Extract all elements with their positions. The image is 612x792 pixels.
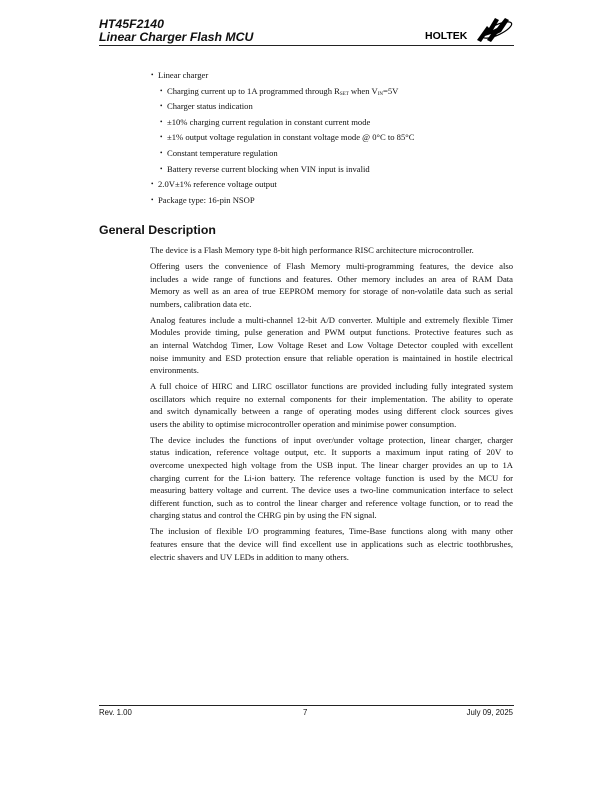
bullet-icon: • [160,117,163,126]
paragraph [150,260,513,310]
bullet-icon: • [160,149,163,157]
paragraph [150,314,513,377]
paragraph-line: and switch dynamically between a range of operating modes using different clock sources gives [150,406,513,417]
paragraph-line: numbers, calibration data etc. [150,298,252,309]
bullet-icon: • [160,102,163,111]
paragraph-line: overcome unexpected high voltage from the USB input. The linear charger provides an up to 1A [150,460,513,471]
bullet-icon: • [151,71,154,79]
paragraph [150,434,513,522]
part-number: HT45F2140 [99,17,164,31]
feature-item [151,194,255,205]
header-rule [99,45,514,46]
paragraph-line: an internal Watchdog Timer, Low Voltage Reset and Low Voltage Detector coupled with excellent [150,339,513,350]
feature-item [160,163,370,174]
bullet-icon: • [151,195,154,204]
feature-item [151,179,277,190]
paragraph-line: environments. [150,365,199,376]
feature-text-part: =5V [383,85,399,96]
paragraph [150,525,513,563]
paragraph-line: oscillators which require no external components for their implementation. The ability to operate [150,393,513,404]
bullet-icon: • [160,164,163,173]
paragraph-line: The device is a Flash Memory type 8-bit high performance RISC architecture microcontroller. [150,245,474,255]
section-title: General Description [99,223,216,237]
feature-item [151,70,209,80]
paragraph-line: Offering users the convenience of Flash Memory multi-programming features, the device also [150,260,513,271]
feature-item [160,116,371,127]
feature-item [160,85,399,100]
paragraph-line: Memory as well as an area of true EEPROM memory for storage of non-volatile data such as serial [150,286,513,297]
bullet-icon: • [160,86,163,95]
document-subtitle: Linear Charger Flash MCU [99,30,254,44]
footer-rule [99,705,514,706]
holtek-logo [425,14,515,44]
bullet-icon: • [160,133,163,142]
feature-text: ±10% charging current regulation in constant current mode [167,116,371,127]
paragraph-line: features ensure that the device will find excellent use in applications such as electric toothbrushes, [150,539,513,550]
feature-text-part: when V [348,85,378,96]
paragraph [150,244,513,257]
paragraph-line: measuring battery voltage and current. The device uses a two-line communication interface to select [150,485,513,496]
feature-text: ±1% output voltage regulation in constant voltage mode @ 0°C to 85°C [167,132,415,143]
feature-text: Charging current up to 1A programmed through R [167,85,340,96]
paragraph-line: Analog features include a multi-channel 12-bit A/D converter. Multiple and extremely flexible Timer [150,314,513,325]
feature-text: Linear charger [158,70,209,80]
paragraph-line: users the ability to optimise microcontroller operation and minimise power consumption. [150,418,457,429]
footer-date: July 09, 2025 [466,708,513,717]
general-description-body [150,244,513,567]
footer-revision: Rev. 1.00 [99,708,132,717]
feature-item [160,132,415,143]
paragraph-line: Modules provide timing, pulse generation and PWM output functions. Protective features such as [150,327,513,338]
paragraph-line: charging status and control the CHRG pin by using the FN signal. [150,510,377,521]
feature-text: Charger status indication [167,101,253,112]
feature-text-part: SET [339,91,349,97]
paragraph-line: status indication, reference voltage output, etc. It supports a maximum input rating of 20V to [150,447,513,458]
feature-item [160,148,278,158]
footer-page-number: 7 [303,708,308,717]
paragraph-line: different function, such as to control the linear charger and reference voltage function, or to read the [150,497,513,508]
feature-item [160,101,253,112]
feature-text: Battery reverse current blocking when VIN input is invalid [167,163,370,174]
paragraph [150,380,513,430]
paragraph-line: includes a wide range of functions and features. Other memory includes an area of RAM Data [150,273,513,284]
paragraph-line: charging current for the Li-ion battery. The reference voltage function is used by the MCU for [150,472,513,483]
bullet-icon: • [151,180,154,189]
feature-text-part: IN [377,91,384,97]
paragraph-line: noise immunity and ESD protection ensure that reliable operation is maintained in hostile electrical [150,352,513,363]
paragraph-line: electric shavers and UV LEDs in addition to many others. [150,551,349,562]
svg-text:HOLTEK: HOLTEK [425,30,468,42]
feature-text: Package type: 16-pin NSOP [158,194,255,205]
feature-text: 2.0V±1% reference voltage output [158,179,277,190]
paragraph-line: The device includes the functions of input over/under voltage protection, linear charger, charger [150,434,513,445]
paragraph-line: The inclusion of flexible I/O programming features, Time-Base functions along with many other [150,526,513,537]
paragraph-line: A full choice of HIRC and LIRC oscillator functions are provided including fully integrated system [150,381,513,392]
feature-text: Constant temperature regulation [167,148,278,158]
